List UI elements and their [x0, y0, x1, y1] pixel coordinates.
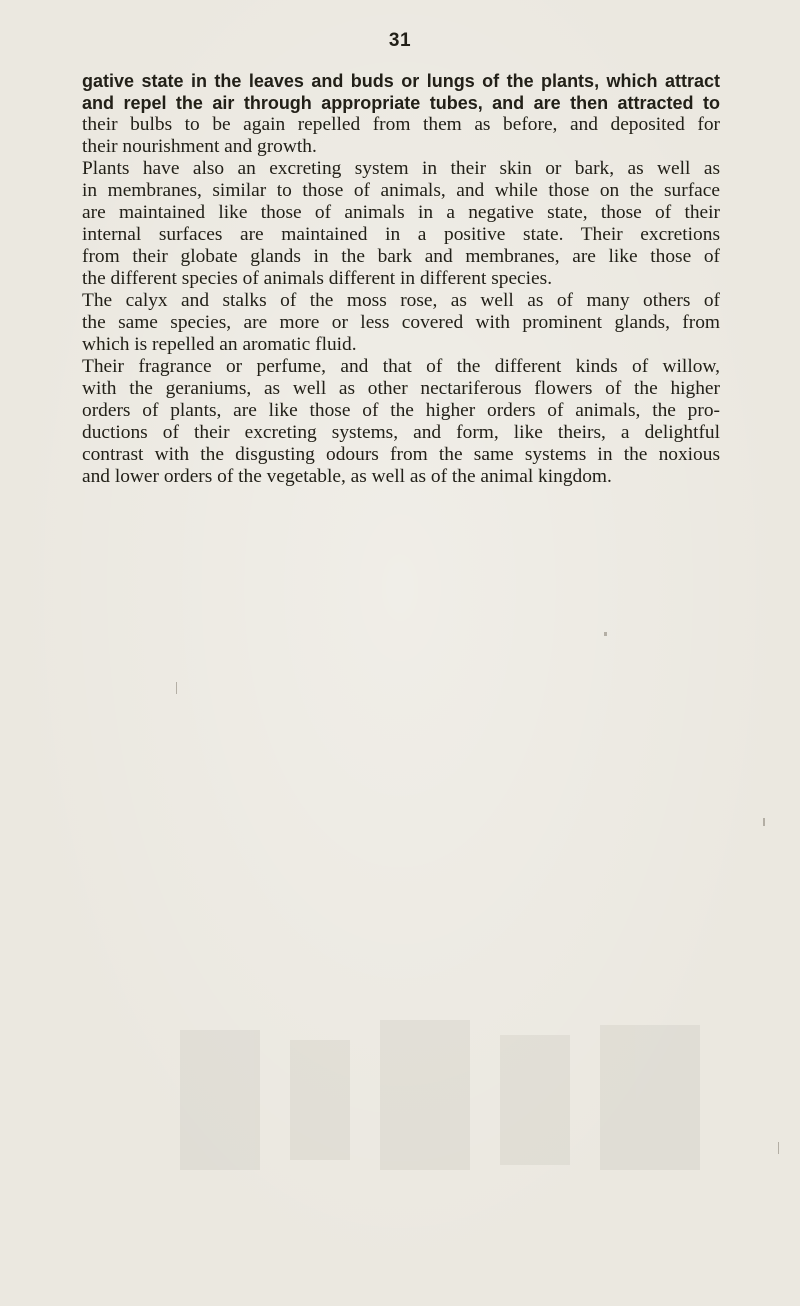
paper-speck — [763, 818, 765, 826]
text-line: which is repelled an aromatic fluid. — [82, 334, 357, 355]
text-line: the different species of animals different in different species. — [82, 268, 553, 289]
paper-speck — [778, 1142, 779, 1154]
text-line: ductions of their excreting systems, and form, like theirs, a delightful — [82, 422, 720, 443]
text-line: contrast with the disgusting odours from the same systems in the noxious — [82, 444, 720, 465]
text-line: in membranes, similar to those of animals, and while those on the surface — [82, 180, 720, 201]
text-line: the same species, are more or less covered with prominent glands, from — [82, 312, 720, 333]
page-number: 31 — [388, 30, 412, 51]
show-through-texture — [170, 1010, 730, 1180]
text-line: Their fragrance or perfume, and that of the different kinds of willow, — [82, 356, 720, 377]
text-line: and lower orders of the vegetable, as well as of the animal kingdom. — [82, 466, 612, 487]
text-line: their bulbs to be again repelled from them as before, and deposited for — [82, 114, 720, 135]
text-line: from their globate glands in the bark and membranes, are like those of — [82, 246, 720, 267]
text-line: The calyx and stalks of the moss rose, as well as of many others of — [82, 290, 720, 311]
text-line: their nourishment and growth. — [82, 136, 317, 157]
text-line: with the geraniums, as well as other nectariferous flowers of the higher — [82, 378, 720, 399]
paper-speck — [604, 632, 607, 636]
text-line: Plants have also an excreting system in their skin or bark, as well as — [82, 158, 720, 179]
text-line: internal surfaces are maintained in a positive state. Their excretions — [82, 224, 720, 245]
text-line: and repel the air through appropriate tubes, and are then attracted to — [82, 93, 720, 113]
text-line: orders of plants, are like those of the higher orders of animals, the pro- — [82, 400, 720, 421]
text-line: gative state in the leaves and buds or lungs of the plants, which attract — [82, 71, 720, 91]
paper-speck — [176, 682, 177, 694]
body-text — [82, 70, 720, 488]
text-line: are maintained like those of animals in a negative state, those of their — [82, 202, 720, 223]
